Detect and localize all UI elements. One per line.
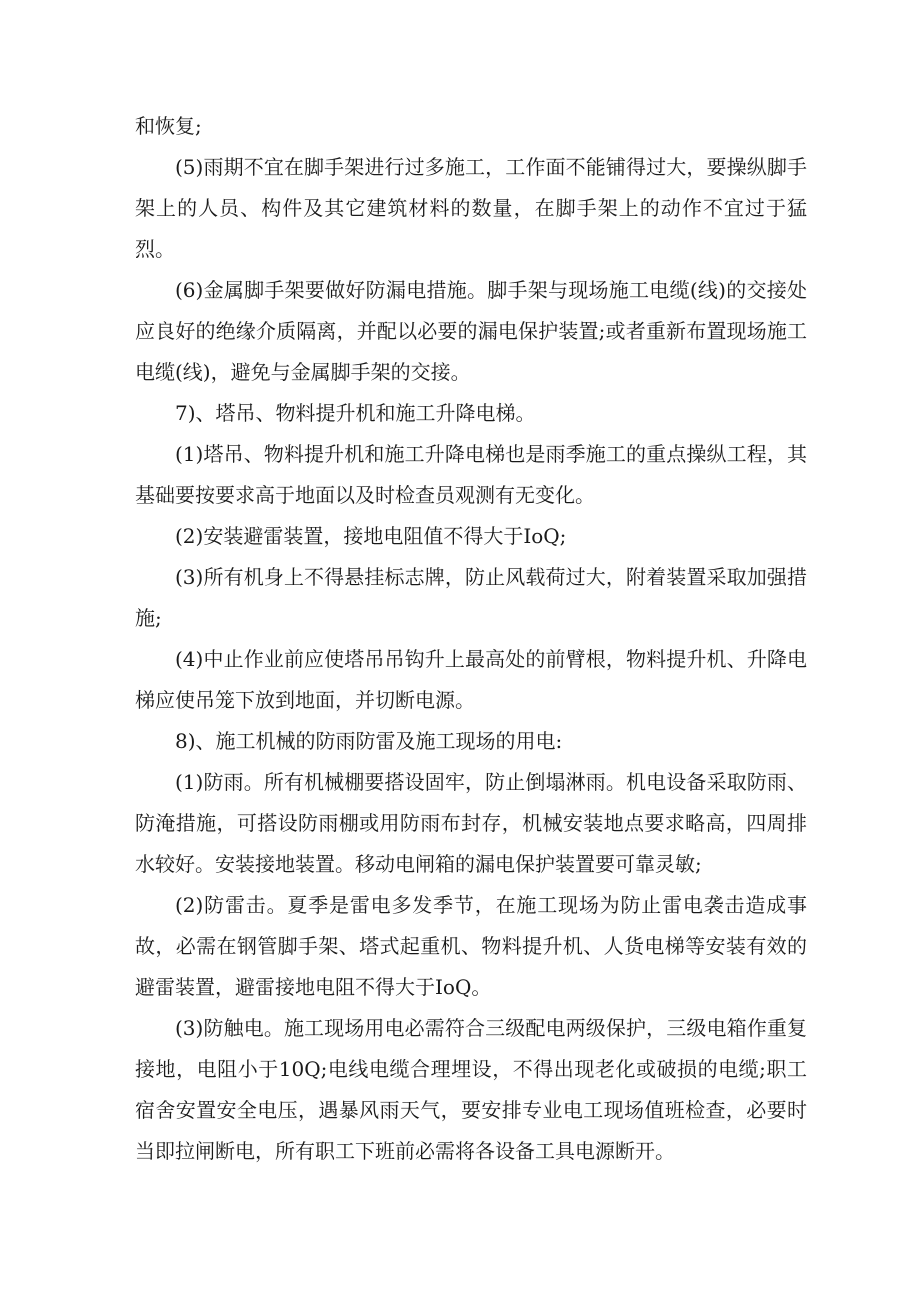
paragraph-item-4-stop-work: (4)中止作业前应使塔吊吊钩升上最高处的前臂根，物料提升机、升降电梯应使吊笼下放到地面，并切断电源。	[135, 647, 807, 712]
paragraph-item-2-lightning-device: (2)安装避雷装置，接地电阻值不得大于IoQ;	[175, 524, 567, 548]
paragraph-item-3-signboard: (3)所有机身上不得悬挂标志牌，防止风载荷过大，附着装置采取加强措施;	[135, 565, 807, 630]
section-heading-7: 7)、塔吊、物料提升机和施工升降电梯。	[175, 401, 536, 425]
document-body	[135, 106, 807, 1172]
paragraph-item-1-tower-crane: (1)塔吊、物料提升机和施工升降电梯也是雨季施工的重点操纵工程，其基础要按要求高于地面以及时检查员观测有无变化。	[135, 442, 807, 507]
paragraph-item-3-electric-shock: (3)防触电。施工现场用电必需符合三级配电两级保护，三级电箱作重复接地，电阻小于10Q;电线电缆合理埋设，不得出现老化或破损的电缆;职工宿舍安置安全电压，遇暴风雨天气，要安排专业电工现场值班检查，必要时当即拉闸断电，所有职工下班前必需将各设备工具电源断开。	[135, 1016, 807, 1163]
paragraph-item-6-scaffold-leakage: (6)金属脚手架要做好防漏电措施。脚手架与现场施工电缆(线)的交接处应良好的绝缘介质隔离，并配以必要的漏电保护装置;或者重新布置现场施工电缆(线)，避免与金属脚手架的交接。	[135, 278, 807, 384]
paragraph-item-2-lightning-protection: (2)防雷击。夏季是雷电多发季节，在施工现场为防止雷电袭击造成事故，必需在钢管脚手架、塔式起重机、物料提升机、人货电梯等安装有效的避雷装置，避雷接地电阻不得大于IoQ。	[135, 893, 807, 999]
paragraph-item-1-rain-protection: (1)防雨。所有机械棚要搭设固牢，防止倒塌淋雨。机电设备采取防雨、防淹措施，可搭设防雨棚或用防雨布封存，机械安装地点要求略高，四周排水较好。安装接地装置。移动电闸箱的漏电保护装置要可靠灵敏;	[135, 770, 807, 876]
paragraph-continuation: 和恢复;	[135, 114, 202, 138]
paragraph-item-5-scaffold-rain: (5)雨期不宜在脚手架进行过多施工，工作面不能铺得过大，要操纵脚手架上的人员、构件及其它建筑材料的数量，在脚手架上的动作不宜过于猛烈。	[135, 155, 807, 261]
section-heading-8: 8)、施工机械的防雨防雷及施工现场的用电:	[175, 729, 563, 753]
